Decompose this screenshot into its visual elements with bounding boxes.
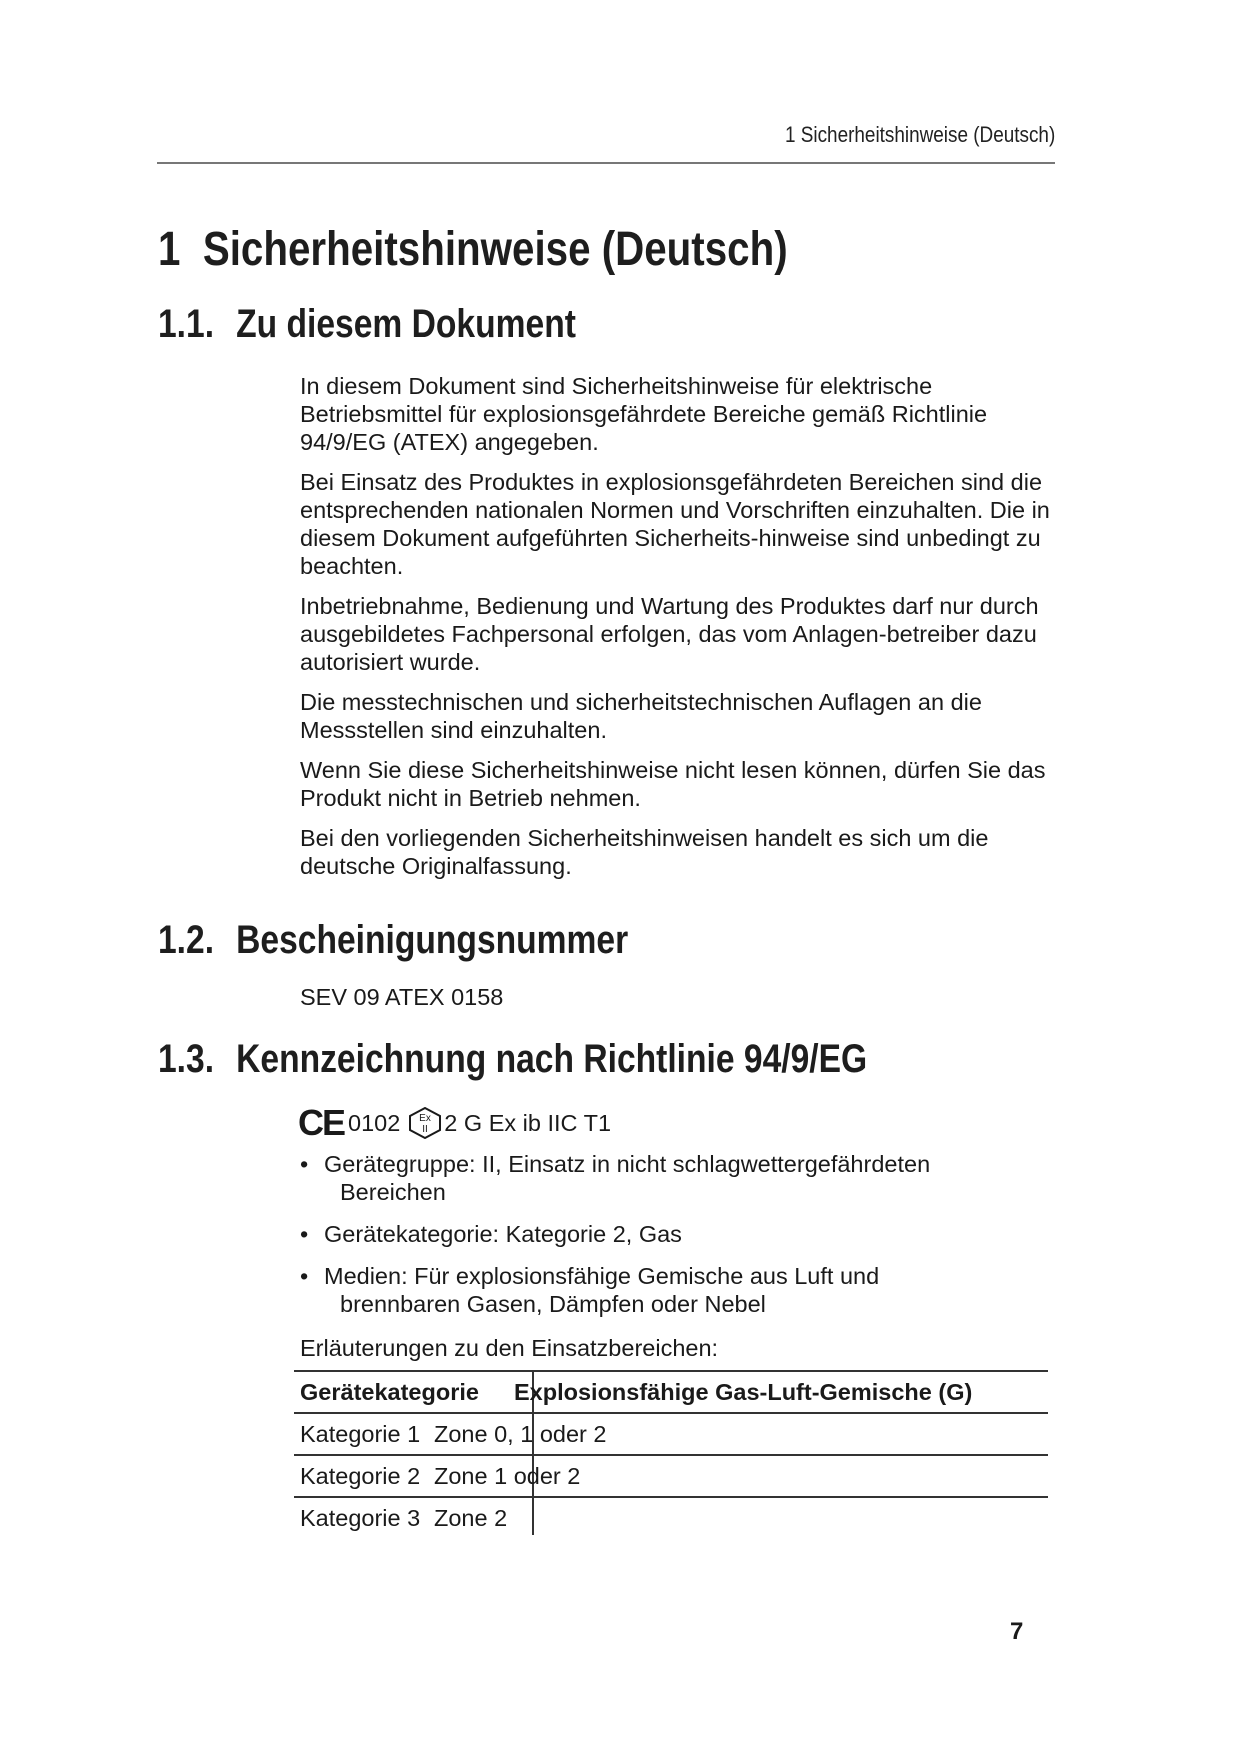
section-1-2-number: 1.2. xyxy=(158,918,215,962)
list-item xyxy=(300,1262,1060,1318)
section-1-3-title: Kennzeichnung nach Richtlinie 94/9/EG xyxy=(236,1037,868,1081)
paragraph: Bei Einsatz des Produktes in explosionsgefährdeten Bereichen sind die entsprechenden nationalen Normen und Vorschriften einzuhalten. Die in diesem Dokument aufgeführten Sicherheits-hinweise sind unbedingt zu beachten. xyxy=(300,469,1050,579)
certificate-number: SEV 09 ATEX 0158 xyxy=(300,984,504,1010)
section-1-3-heading xyxy=(158,1037,867,1082)
section-1-2-heading xyxy=(158,918,628,963)
ce-mark-icon: CE xyxy=(298,1102,345,1143)
ex-group-text: II xyxy=(422,1124,429,1135)
list-item-line1: Gerätegruppe: II, Einsatz in nicht schlagwettergefährdeten xyxy=(324,1151,931,1177)
ex-symbol-text: Ex xyxy=(419,1113,432,1124)
chapter-title: Sicherheitshinweise (Deutsch) xyxy=(202,223,788,276)
paragraph: Inbetriebnahme, Bedienung und Wartung des Produktes darf nur durch ausgebildetes Fachpersonal erfolgen, das vom Anlagen-betreiber dazu autorisiert wurde. xyxy=(300,593,1039,675)
table-cell: Kategorie 1 xyxy=(300,1421,421,1447)
list-item-line1: Gerätekategorie: Kategorie 2, Gas xyxy=(324,1221,682,1247)
list-item-line2: Bereichen xyxy=(340,1179,446,1205)
atex-marking xyxy=(298,1103,611,1143)
list-item xyxy=(300,1150,1060,1206)
table-cell: Kategorie 2 xyxy=(300,1463,421,1489)
zone-table xyxy=(294,1370,1048,1538)
paragraph: In diesem Dokument sind Sicherheitshinweise für elektrische Betriebsmittel für explosionsgefährdete Bereiche gemäß Richtlinie 94/9/EG (ATEX) angegeben. xyxy=(300,373,988,455)
marking-bullet-list xyxy=(300,1150,1060,1332)
paragraph: Wenn Sie diese Sicherheitshinweise nicht lesen können, dürfen Sie das Produkt nicht in Betrieb nehmen. xyxy=(300,757,1046,811)
chapter-number: 1 xyxy=(158,223,181,276)
section-1-1-title: Zu diesem Dokument xyxy=(236,302,576,346)
bullet-icon: • xyxy=(300,1151,309,1177)
explanation-text: Erläuterungen zu den Einsatzbereichen: xyxy=(300,1335,719,1361)
table-cell: Zone 2 xyxy=(434,1505,508,1531)
table-row xyxy=(294,1496,1048,1538)
bullet-icon: • xyxy=(300,1263,309,1289)
section-1-1-heading xyxy=(158,302,576,347)
table-cell: Zone 1 oder 2 xyxy=(434,1463,581,1489)
section-1-1-number: 1.1. xyxy=(158,302,215,346)
ex-hexagon-icon xyxy=(408,1107,442,1139)
section-1-1-body xyxy=(300,372,1060,892)
table-cell: Zone 0, 1 oder 2 xyxy=(434,1421,607,1447)
paragraph: Bei den vorliegenden Sicherheitshinweisen handelt es sich um die deutsche Originalfassung. xyxy=(300,825,989,879)
header-rule xyxy=(157,162,1055,164)
list-item xyxy=(300,1220,1060,1248)
paragraph: Die messtechnischen und sicherheitstechnischen Auflagen an die Messstellen sind einzuhalten. xyxy=(300,689,982,743)
list-item-line2: brennbaren Gasen, Dämpfen oder Nebel xyxy=(340,1291,766,1317)
section-1-2-title: Bescheinigungsnummer xyxy=(236,918,629,962)
chapter-heading xyxy=(158,222,788,277)
section-1-3-number: 1.3. xyxy=(158,1037,215,1081)
table-row xyxy=(294,1412,1048,1454)
table-header-cell: Gerätekategorie xyxy=(300,1379,479,1405)
running-header: 1 Sicherheitshinweise (Deutsch) xyxy=(784,122,1055,147)
table-cell: Kategorie 3 xyxy=(300,1505,421,1531)
table-header-cell: Explosionsfähige Gas-Luft-Gemische (G) xyxy=(514,1379,973,1405)
notified-body-number: 0102 xyxy=(348,1109,401,1136)
table-row xyxy=(294,1454,1048,1496)
page-number: 7 xyxy=(1010,1618,1024,1645)
list-item-line1: Medien: Für explosionsfähige Gemische aus Luft und xyxy=(324,1263,880,1289)
marking-code: 2 G Ex ib IIC T1 xyxy=(444,1109,612,1136)
table-header-row xyxy=(294,1370,1048,1412)
bullet-icon: • xyxy=(300,1221,309,1247)
